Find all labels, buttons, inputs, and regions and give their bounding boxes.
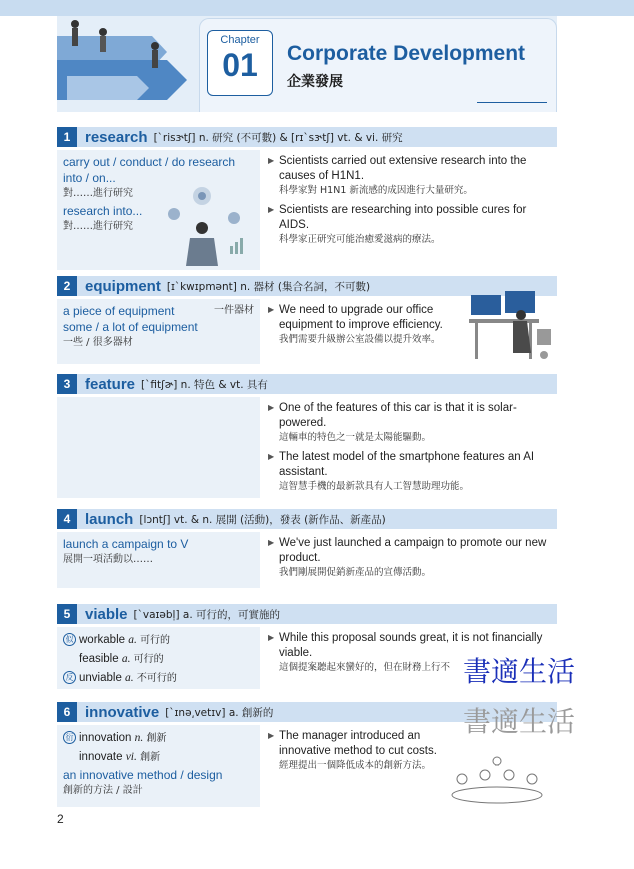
entry-header — [57, 604, 557, 624]
chapter-box — [207, 30, 273, 96]
example-panel — [260, 299, 557, 364]
synonym-translation: 可行的 — [140, 635, 171, 646]
derivative-mark-icon: 衍 — [63, 731, 76, 744]
entry-word: viable — [85, 605, 128, 623]
bullet-icon: ▶ — [268, 403, 275, 412]
collocation-panel — [57, 299, 260, 364]
synonym-word: feasible — [79, 653, 119, 665]
entry-header — [57, 127, 557, 147]
entry-header — [57, 374, 557, 394]
bullet-icon: ▶ — [268, 731, 275, 740]
example-translation: 這輛車的特色之一就是太陽能驅動。 — [279, 432, 432, 443]
bullet-icon: ▶ — [268, 156, 275, 165]
entry-body — [57, 299, 557, 364]
bullet-icon: ▶ — [268, 452, 275, 461]
example-panel — [260, 397, 557, 498]
example — [268, 401, 553, 445]
synonym-translation: 可行的 — [133, 654, 164, 665]
page-number: 2 — [57, 812, 64, 826]
part-of-speech: n. — [134, 732, 144, 744]
example-sentence: While this proposal sounds great, it is not financially viable. — [279, 632, 543, 659]
entry-body — [57, 397, 557, 498]
vocab-entry — [57, 276, 557, 364]
example — [268, 729, 443, 773]
example-panel — [260, 532, 557, 588]
example-translation: 這個提案聽起來蠻好的，但在財務上行不 — [279, 662, 451, 673]
entry-number: 5 — [57, 604, 77, 624]
collocation-translation: 創新的方法 / 設計 — [63, 785, 143, 796]
collocation-translation: 一件器材 — [214, 305, 254, 316]
bullet-icon: ▶ — [268, 538, 275, 547]
collocation-panel — [57, 532, 260, 588]
part-of-speech: vi. — [125, 751, 137, 763]
entry-number: 3 — [57, 374, 77, 394]
synonym-row — [63, 650, 254, 669]
example-translation: 這智慧手機的最新款具有人工智慧助理功能。 — [279, 481, 470, 492]
synonym-word: workable — [79, 634, 126, 646]
collocation: some / a lot of equipment — [63, 320, 198, 334]
example-sentence: We've just launched a campaign to promote our new product. — [279, 537, 547, 564]
vocab-entry — [57, 127, 557, 270]
antonym-mark-icon: 反 — [63, 671, 76, 684]
collocation-panel — [57, 397, 260, 498]
derivative-row — [63, 729, 254, 748]
part-of-speech: a. — [125, 672, 134, 684]
collocation-translation: 對……進行研究 — [63, 221, 133, 232]
example-translation: 我們需要升級辦公室設備以提升效率。 — [279, 334, 441, 345]
chapter-header — [57, 16, 557, 112]
entry-pronunciation: [ˋvaɪəbl̩] a. 可行的，可實施的 — [133, 608, 281, 621]
example-translation: 我們剛展開促銷新產品的宣傳活動。 — [279, 567, 432, 578]
meeting-illustration — [437, 755, 557, 810]
vocab-entry — [57, 509, 557, 588]
antonym-row — [63, 669, 254, 688]
bullet-icon: ▶ — [268, 205, 275, 214]
entry-body — [57, 150, 557, 270]
example-sentence: One of the features of this car is that it is solar-powered. — [279, 402, 517, 429]
example-translation: 經理提出一個降低成本的創新方法。 — [279, 760, 432, 771]
example-sentence: We need to upgrade our office equipment to improve efficiency. — [279, 304, 443, 331]
derivative-translation: 創新 — [140, 752, 161, 763]
entry-pronunciation: [lɔntʃ] vt. & n. 展開 (活動)，發表 (新作品、新產品) — [139, 513, 386, 526]
derivative-translation: 創新 — [146, 733, 167, 744]
chapter-title-zh: 企業發展 — [287, 74, 343, 90]
derivative-word: innovation — [79, 732, 132, 744]
example — [268, 154, 553, 198]
example — [268, 536, 553, 580]
entry-word: innovative — [85, 703, 160, 721]
antonym-translation: 不可行的 — [136, 673, 177, 684]
example — [268, 450, 553, 494]
example-panel — [260, 150, 557, 270]
entry-body — [57, 532, 557, 588]
derivative-word: innovate — [79, 751, 123, 763]
collocation-translation: 對……進行研究 — [63, 188, 133, 199]
entry-word: equipment — [85, 277, 161, 295]
top-strip — [0, 0, 634, 16]
similar-mark-icon: 似 — [63, 633, 76, 646]
collocation: research into... — [63, 204, 143, 218]
bullet-icon: ▶ — [268, 633, 275, 642]
entry-number: 4 — [57, 509, 77, 529]
entry-word: feature — [85, 375, 136, 393]
office-worker-illustration — [465, 285, 557, 365]
entry-pronunciation: [ˋfitʃɚ] n. 特色 & vt. 具有 — [141, 378, 268, 391]
bullet-icon: ▶ — [268, 305, 275, 314]
collocation: an innovative method / design — [63, 768, 223, 782]
collocation: launch a campaign to V — [63, 537, 189, 551]
watermark: 書適生活 — [463, 655, 576, 688]
entry-pronunciation: [ˋrisɝtʃ] n. 研究 (不可數) & [rɪˋsɝtʃ] vt. & vi. 研究 — [153, 131, 403, 144]
collocation-translation: 一些 / 很多器材 — [63, 337, 133, 348]
example-sentence: Scientists are researching into possible cures for AIDS. — [279, 204, 527, 231]
collocation: carry out / conduct / do research into / on... — [63, 155, 236, 185]
entry-number: 6 — [57, 702, 77, 722]
synonym-row — [63, 631, 254, 650]
synonym-panel — [57, 627, 260, 689]
example-sentence: The manager introduced an innovative method to cut costs. — [279, 730, 437, 757]
chapter-label: Chapter — [220, 34, 260, 46]
header-divider — [477, 102, 547, 103]
watermark: 書適生活 — [463, 705, 576, 738]
entry-header — [57, 509, 557, 529]
entry-word: launch — [85, 510, 134, 528]
part-of-speech: a. — [121, 653, 131, 665]
example-translation: 科學家正研究可能治癒愛滋病的療法。 — [279, 234, 441, 245]
collocation-translation: 展開一項活動以…… — [63, 554, 153, 565]
chapter-title: Corporate Development — [287, 42, 526, 65]
researcher-illustration — [152, 178, 257, 268]
part-of-speech: a. — [128, 634, 137, 646]
entry-pronunciation: [ˋɪnə͵vetɪv] a. 創新的 — [165, 706, 274, 719]
collocation: a piece of equipment — [63, 304, 175, 318]
collocation-panel — [57, 150, 260, 270]
derivative-row — [63, 748, 254, 767]
example-sentence: Scientists carried out extensive research into the causes of H1N1. — [279, 155, 527, 182]
entry-word: research — [85, 128, 148, 146]
example — [268, 303, 458, 347]
example — [268, 203, 553, 247]
entry-number: 1 — [57, 127, 77, 147]
example-sentence: The latest model of the smartphone features an AI assistant. — [279, 451, 535, 478]
collocation-panel — [57, 725, 260, 807]
antonym-word: unviable — [79, 672, 122, 684]
entry-pronunciation: [ɪˋkwɪpmənt] n. 器材 (集合名詞，不可數) — [166, 280, 371, 293]
header-illustration — [57, 16, 197, 112]
chapter-number: 01 — [222, 47, 258, 83]
example-translation: 科學家對 H1N1 新流感的成因進行大量研究。 — [279, 185, 473, 196]
vocab-entry — [57, 374, 557, 498]
entry-number: 2 — [57, 276, 77, 296]
